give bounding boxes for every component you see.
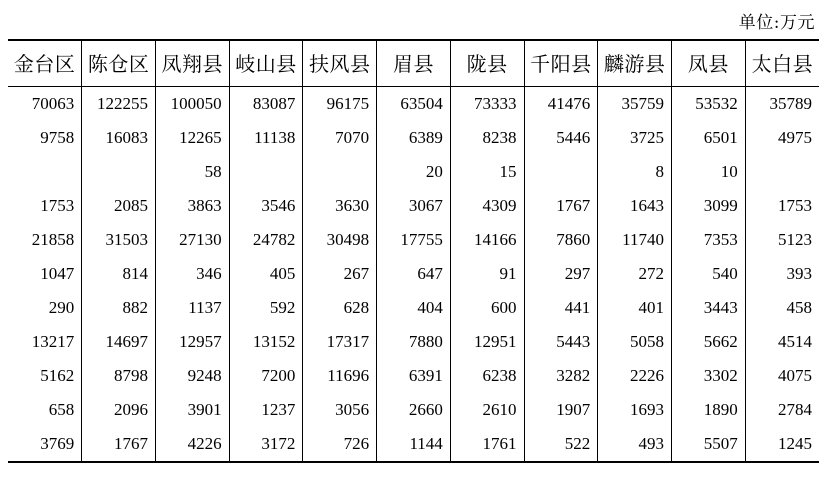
table-cell: 2610 xyxy=(450,393,524,427)
table-cell: 15 xyxy=(450,155,524,189)
table-cell: 2660 xyxy=(377,393,451,427)
table-cell: 1761 xyxy=(450,427,524,462)
table-cell: 290 xyxy=(8,291,82,325)
table-cell: 3725 xyxy=(598,121,672,155)
table-cell: 1137 xyxy=(155,291,229,325)
table-cell: 7070 xyxy=(303,121,377,155)
table-row xyxy=(8,257,819,291)
table-cell: 3901 xyxy=(155,393,229,427)
table-cell: 6391 xyxy=(377,359,451,393)
column-header: 金台区 xyxy=(8,40,82,87)
table-cell: 7353 xyxy=(671,223,745,257)
table-cell: 297 xyxy=(524,257,598,291)
table-cell: 7200 xyxy=(229,359,303,393)
table-cell: 1890 xyxy=(671,393,745,427)
table-cell xyxy=(82,155,156,189)
table-row xyxy=(8,325,819,359)
table-cell: 6501 xyxy=(671,121,745,155)
table-cell: 1237 xyxy=(229,393,303,427)
table-cell: 726 xyxy=(303,427,377,462)
table-cell: 3282 xyxy=(524,359,598,393)
table-cell: 17317 xyxy=(303,325,377,359)
table-cell: 5446 xyxy=(524,121,598,155)
column-header: 麟游县 xyxy=(598,40,672,87)
table-cell xyxy=(524,155,598,189)
table-row xyxy=(8,291,819,325)
table-cell: 882 xyxy=(82,291,156,325)
table-cell: 30498 xyxy=(303,223,377,257)
table-cell: 3443 xyxy=(671,291,745,325)
table-cell xyxy=(229,155,303,189)
table-cell: 31503 xyxy=(82,223,156,257)
table-cell: 8798 xyxy=(82,359,156,393)
table-cell: 20 xyxy=(377,155,451,189)
table-cell: 272 xyxy=(598,257,672,291)
table-cell: 2085 xyxy=(82,189,156,223)
table-cell: 2096 xyxy=(82,393,156,427)
table-cell: 10 xyxy=(671,155,745,189)
table-cell: 3302 xyxy=(671,359,745,393)
table-cell: 63504 xyxy=(377,87,451,122)
table-cell: 35759 xyxy=(598,87,672,122)
table-cell: 11696 xyxy=(303,359,377,393)
table-cell: 1767 xyxy=(82,427,156,462)
table-cell: 24782 xyxy=(229,223,303,257)
table-cell: 1753 xyxy=(745,189,819,223)
table-cell: 3630 xyxy=(303,189,377,223)
table-cell: 6389 xyxy=(377,121,451,155)
table-cell: 4514 xyxy=(745,325,819,359)
table-cell: 96175 xyxy=(303,87,377,122)
column-header: 岐山县 xyxy=(229,40,303,87)
table-cell: 1245 xyxy=(745,427,819,462)
table-cell: 647 xyxy=(377,257,451,291)
table-cell: 441 xyxy=(524,291,598,325)
table-cell: 91 xyxy=(450,257,524,291)
table-cell: 405 xyxy=(229,257,303,291)
table-cell: 3056 xyxy=(303,393,377,427)
table-cell: 3769 xyxy=(8,427,82,462)
table-cell: 2784 xyxy=(745,393,819,427)
table-cell: 2226 xyxy=(598,359,672,393)
table-cell: 6238 xyxy=(450,359,524,393)
table-cell: 1144 xyxy=(377,427,451,462)
table-row xyxy=(8,189,819,223)
table-cell: 16083 xyxy=(82,121,156,155)
table-cell: 4975 xyxy=(745,121,819,155)
table-cell: 267 xyxy=(303,257,377,291)
table-row xyxy=(8,427,819,462)
table-cell: 53532 xyxy=(671,87,745,122)
table-cell: 522 xyxy=(524,427,598,462)
table-cell: 493 xyxy=(598,427,672,462)
table-cell: 122255 xyxy=(82,87,156,122)
table-cell: 4309 xyxy=(450,189,524,223)
column-header: 陇县 xyxy=(450,40,524,87)
table-cell: 14697 xyxy=(82,325,156,359)
table-cell: 401 xyxy=(598,291,672,325)
table-cell: 592 xyxy=(229,291,303,325)
table-cell: 17755 xyxy=(377,223,451,257)
table-cell: 7880 xyxy=(377,325,451,359)
table-cell: 70063 xyxy=(8,87,82,122)
table-cell: 458 xyxy=(745,291,819,325)
table-row xyxy=(8,359,819,393)
table-row xyxy=(8,121,819,155)
table-cell: 1753 xyxy=(8,189,82,223)
table-cell: 3067 xyxy=(377,189,451,223)
table-header xyxy=(8,40,819,87)
table-cell: 12265 xyxy=(155,121,229,155)
table-cell: 3099 xyxy=(671,189,745,223)
table-cell: 73333 xyxy=(450,87,524,122)
table-cell: 628 xyxy=(303,291,377,325)
table-cell: 13152 xyxy=(229,325,303,359)
table-cell: 83087 xyxy=(229,87,303,122)
table-cell: 1767 xyxy=(524,189,598,223)
table-cell: 1643 xyxy=(598,189,672,223)
table-header-row xyxy=(8,40,819,87)
table-cell: 11138 xyxy=(229,121,303,155)
table-body xyxy=(8,87,819,463)
table-cell xyxy=(8,155,82,189)
table-cell: 5662 xyxy=(671,325,745,359)
table-cell: 1047 xyxy=(8,257,82,291)
table-cell: 12957 xyxy=(155,325,229,359)
table-cell: 814 xyxy=(82,257,156,291)
table-cell: 8238 xyxy=(450,121,524,155)
table-cell: 393 xyxy=(745,257,819,291)
table-cell: 658 xyxy=(8,393,82,427)
table-cell: 4075 xyxy=(745,359,819,393)
table-row xyxy=(8,393,819,427)
table-cell: 14166 xyxy=(450,223,524,257)
statistics-table-container xyxy=(0,39,827,463)
column-header: 千阳县 xyxy=(524,40,598,87)
column-header: 扶风县 xyxy=(303,40,377,87)
table-cell: 404 xyxy=(377,291,451,325)
column-header: 太白县 xyxy=(745,40,819,87)
table-cell: 12951 xyxy=(450,325,524,359)
column-header: 凤翔县 xyxy=(155,40,229,87)
table-cell: 100050 xyxy=(155,87,229,122)
table-cell: 5162 xyxy=(8,359,82,393)
statistics-table xyxy=(8,39,819,463)
table-cell: 21858 xyxy=(8,223,82,257)
table-cell: 13217 xyxy=(8,325,82,359)
table-cell: 3172 xyxy=(229,427,303,462)
column-header: 陈仓区 xyxy=(82,40,156,87)
table-cell: 9248 xyxy=(155,359,229,393)
table-cell: 7860 xyxy=(524,223,598,257)
table-cell: 600 xyxy=(450,291,524,325)
table-cell: 5507 xyxy=(671,427,745,462)
table-row xyxy=(8,223,819,257)
table-cell: 35789 xyxy=(745,87,819,122)
table-cell: 5123 xyxy=(745,223,819,257)
table-cell: 1693 xyxy=(598,393,672,427)
table-cell: 1907 xyxy=(524,393,598,427)
table-cell: 58 xyxy=(155,155,229,189)
table-cell: 4226 xyxy=(155,427,229,462)
table-row xyxy=(8,155,819,189)
table-cell xyxy=(745,155,819,189)
table-cell: 3546 xyxy=(229,189,303,223)
table-cell: 5443 xyxy=(524,325,598,359)
table-cell: 11740 xyxy=(598,223,672,257)
table-cell: 3863 xyxy=(155,189,229,223)
unit-note: 单位:万元 xyxy=(738,13,815,33)
table-cell: 8 xyxy=(598,155,672,189)
table-cell: 41476 xyxy=(524,87,598,122)
table-cell: 9758 xyxy=(8,121,82,155)
column-header: 凤县 xyxy=(671,40,745,87)
table-row xyxy=(8,87,819,122)
column-header: 眉县 xyxy=(377,40,451,87)
table-cell: 27130 xyxy=(155,223,229,257)
table-cell: 5058 xyxy=(598,325,672,359)
table-cell: 540 xyxy=(671,257,745,291)
table-cell xyxy=(303,155,377,189)
table-cell: 346 xyxy=(155,257,229,291)
